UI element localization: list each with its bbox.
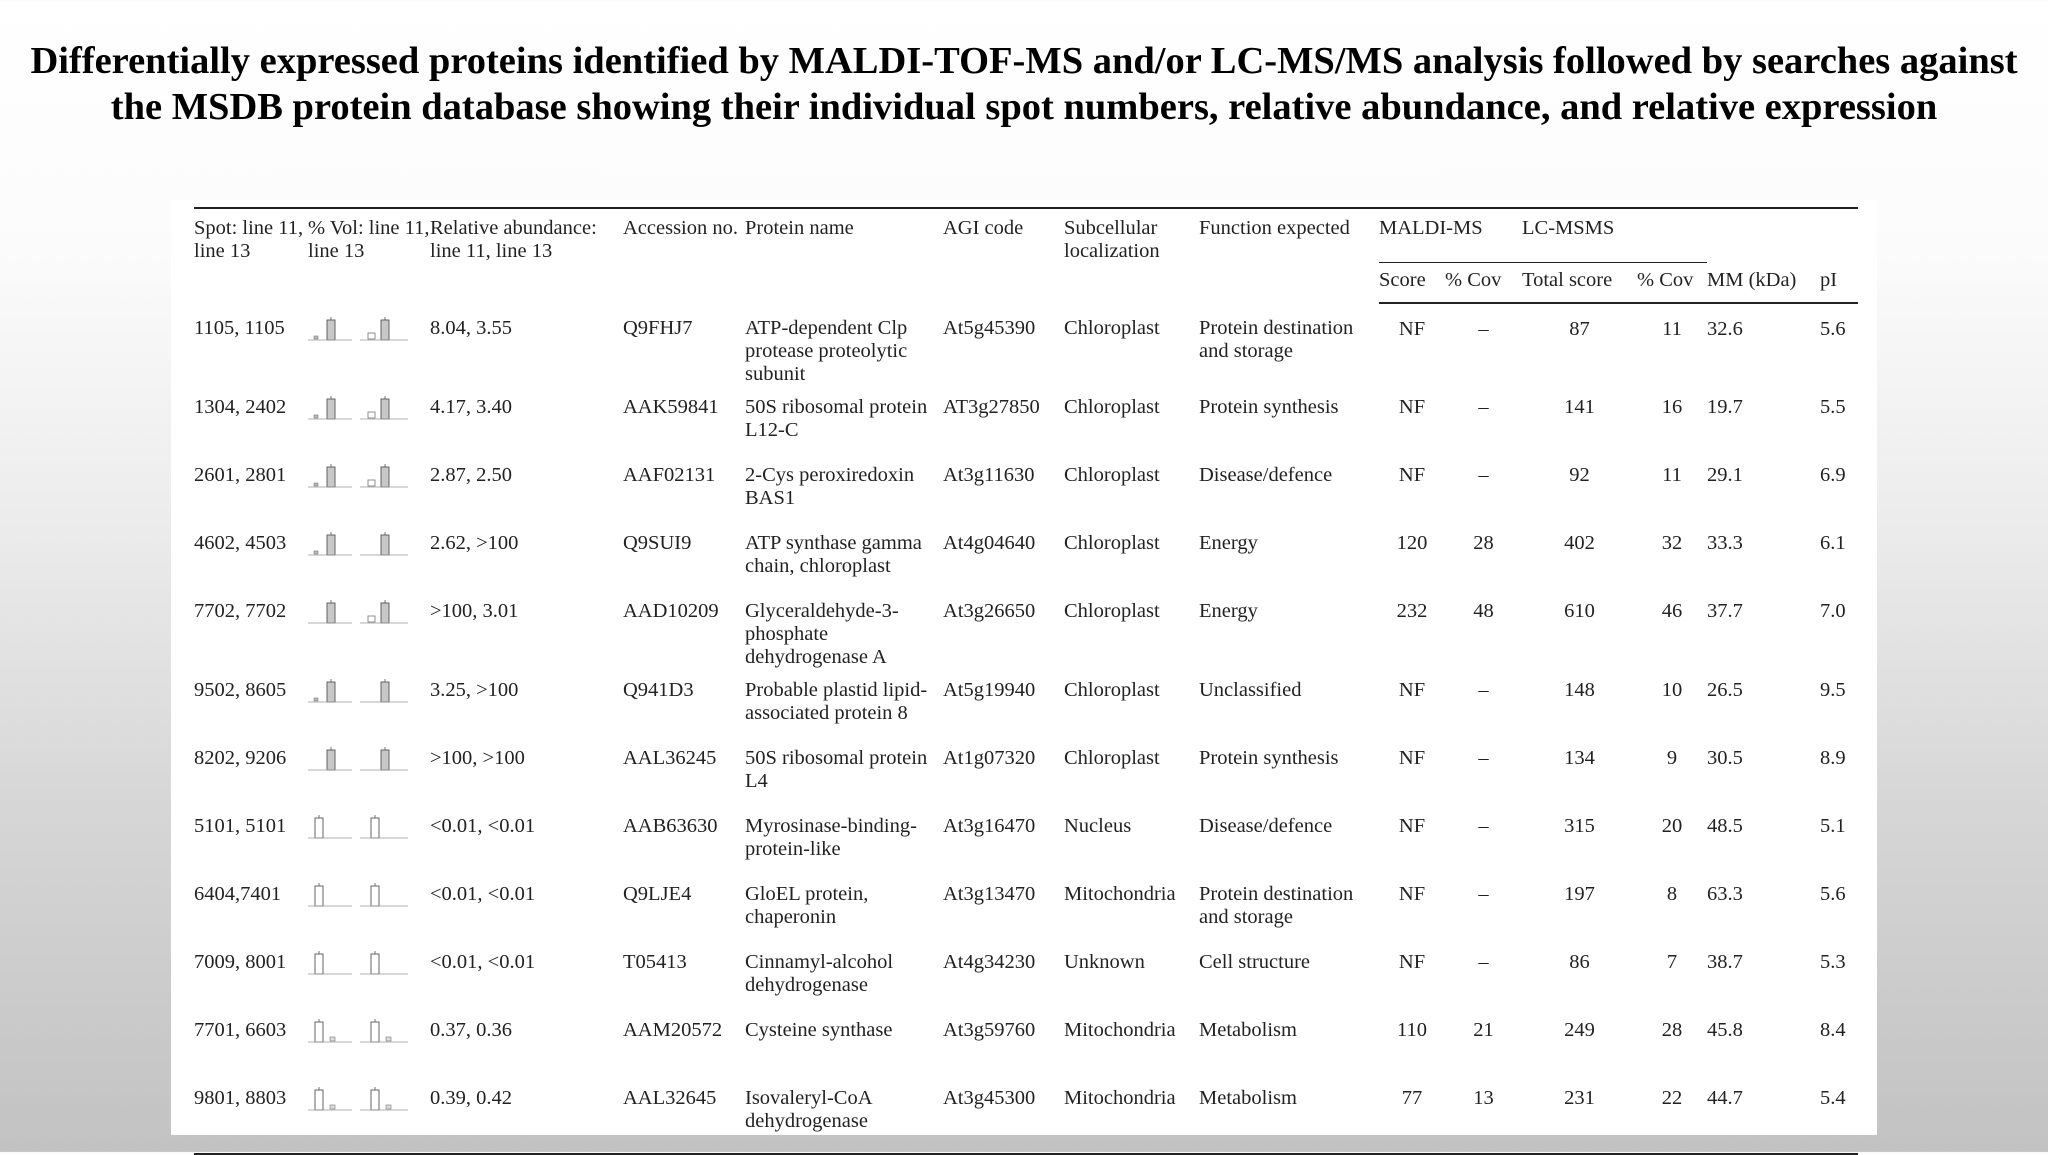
cell-protein-name: ATP-dependent Clp protease proteolytic subunit <box>745 317 908 385</box>
cell-agi-code: AT3g27850 <box>943 396 1040 418</box>
cell-vol-bars <box>308 1009 430 1077</box>
cell-localization: Nucleus <box>1064 815 1132 837</box>
cell-maldi-cov: 21 <box>1473 1019 1494 1041</box>
cell-spot: 5101, 5101 <box>194 815 287 837</box>
header-mm: MM (kDa) <box>1707 263 1820 304</box>
cell-localization: Chloroplast <box>1064 747 1160 769</box>
cell-agi-code: At3g11630 <box>943 464 1035 486</box>
header-protein: Protein name <box>745 208 943 303</box>
cell-maldi-cov: – <box>1478 396 1489 418</box>
cell-lcmsms-cov: 11 <box>1662 318 1682 340</box>
cell-function: Protein destination and storage <box>1199 317 1354 362</box>
cell-agi-code: At1g07320 <box>943 747 1036 769</box>
cell-total-score: 197 <box>1564 883 1595 905</box>
cell-localization: Chloroplast <box>1064 600 1160 622</box>
header-vol: % Vol: line 11, line 13 <box>308 208 430 303</box>
table-row <box>194 522 1858 590</box>
cell-abundance: <0.01, <0.01 <box>430 883 536 905</box>
cell-lcmsms-cov: 16 <box>1661 396 1683 418</box>
header-maldi: MALDI-MS <box>1379 208 1522 263</box>
cell-mm: 37.7 <box>1707 600 1743 622</box>
cell-localization: Chloroplast <box>1064 679 1160 701</box>
cell-pi: 5.3 <box>1820 951 1846 973</box>
header-localization: Subcellular localization <box>1064 208 1199 303</box>
cell-maldi-score: 232 <box>1396 600 1428 622</box>
relative-volume-bar-icon <box>308 464 412 490</box>
cell-vol-bars <box>308 454 430 522</box>
cell-maldi-score: NF <box>1398 815 1426 837</box>
cell-localization: Mitochondria <box>1064 1077 1199 1154</box>
cell-lcmsms-cov: 7 <box>1666 951 1678 973</box>
cell-spot: 6404,7401 <box>194 883 282 905</box>
table-row <box>194 669 1858 737</box>
cell-abundance: 2.62, >100 <box>430 532 519 554</box>
relative-volume-bar-icon <box>308 951 412 977</box>
table-row <box>194 1077 1858 1154</box>
cell-maldi-cov: – <box>1478 747 1489 769</box>
header-lcmsms: LC-MSMS <box>1522 208 1707 263</box>
cell-protein-name: 2-Cys peroxiredoxin BAS1 <box>745 464 915 509</box>
cell-lcmsms-cov: 32 <box>1661 532 1683 554</box>
cell-lcmsms-cov: 46 <box>1661 600 1683 622</box>
cell-agi-code: At5g45390 <box>943 317 1036 339</box>
cell-abundance: 0.37, 0.36 <box>430 1019 512 1041</box>
cell-total-score: 249 <box>1564 1019 1595 1041</box>
cell-protein-name: Isovaleryl-CoA dehydrogenase <box>745 1077 943 1154</box>
cell-localization: Mitochondria <box>1064 1019 1176 1041</box>
cell-spot: 1105, 1105 <box>194 317 285 339</box>
cell-maldi-score: NF <box>1398 951 1426 973</box>
cell-mm: 44.7 <box>1707 1077 1820 1154</box>
cell-spot: 4602, 4503 <box>194 532 287 554</box>
cell-accession: AAK59841 <box>623 396 719 418</box>
cell-mm: 29.1 <box>1707 464 1743 486</box>
cell-lcmsms-cov: 10 <box>1661 679 1683 701</box>
cell-agi-code: At3g13470 <box>943 883 1036 905</box>
cell-maldi-score: NF <box>1398 396 1426 418</box>
cell-protein-name: ATP synthase gamma chain, chloroplast <box>745 532 922 577</box>
cell-lcmsms-cov: 8 <box>1666 883 1678 905</box>
cell-vol-bars <box>308 737 430 805</box>
cell-accession: AAM20572 <box>623 1019 723 1041</box>
cell-maldi-score: NF <box>1398 679 1426 701</box>
cell-accession: Q9FHJ7 <box>623 317 693 339</box>
cell-lcmsms-cov: 9 <box>1666 747 1678 769</box>
cell-mm: 33.3 <box>1707 532 1743 554</box>
cell-mm: 38.7 <box>1707 951 1743 973</box>
cell-pi: 8.9 <box>1820 747 1846 769</box>
cell-pi: 5.6 <box>1820 318 1846 340</box>
cell-maldi-cov: – <box>1478 883 1489 905</box>
cell-spot: 7701, 6603 <box>194 1019 287 1041</box>
table-row <box>194 303 1858 386</box>
cell-pi: 5.4 <box>1820 1077 1858 1154</box>
relative-volume-bar-icon <box>308 396 412 422</box>
header-agi: AGI code <box>943 208 1064 303</box>
cell-spot: 7702, 7702 <box>194 600 287 622</box>
cell-accession: Q9LJE4 <box>623 883 692 905</box>
cell-maldi-score: 77 <box>1379 1077 1445 1154</box>
header-cov: % Cov <box>1445 263 1522 304</box>
header-accession: Accession no. <box>623 208 745 303</box>
cell-pi: 7.0 <box>1820 600 1846 622</box>
cell-vol-bars <box>308 590 430 669</box>
cell-maldi-cov: 28 <box>1473 532 1494 554</box>
header-score: Score <box>1379 263 1445 304</box>
cell-localization: Unknown <box>1064 951 1145 973</box>
relative-volume-bar-icon <box>308 679 412 705</box>
cell-abundance: >100, 3.01 <box>430 600 519 622</box>
cell-spot: 9801, 8803 <box>194 1077 308 1154</box>
cell-function: Disease/defence <box>1199 464 1333 486</box>
header-pi: pI <box>1820 263 1858 304</box>
cell-protein-name: Glyceraldehyde-3-phosphate dehydrogenase A <box>745 600 899 668</box>
cell-pi: 6.9 <box>1820 464 1846 486</box>
table-row <box>194 873 1858 941</box>
cell-mm: 32.6 <box>1707 318 1743 340</box>
cell-function: Protein synthesis <box>1199 396 1339 418</box>
cell-mm: 45.8 <box>1707 1019 1743 1041</box>
cell-maldi-cov: – <box>1478 951 1489 973</box>
cell-localization: Chloroplast <box>1064 464 1160 486</box>
cell-vol-bars <box>308 873 430 941</box>
cell-pi: 8.4 <box>1820 1019 1846 1041</box>
relative-volume-bar-icon <box>308 1019 412 1045</box>
cell-accession: AAF02131 <box>623 464 716 486</box>
relative-volume-bar-icon <box>308 747 412 773</box>
table-panel <box>171 200 1877 1135</box>
cell-abundance: 0.39, 0.42 <box>430 1077 623 1154</box>
cell-protein-name: Cysteine synthase <box>745 1019 893 1041</box>
cell-lcmsms-cov: 11 <box>1662 464 1682 486</box>
cell-pi: 5.5 <box>1820 396 1846 418</box>
cell-total-score: 141 <box>1564 396 1595 418</box>
cell-maldi-cov: 48 <box>1473 600 1494 622</box>
cell-function: Unclassified <box>1199 679 1302 701</box>
cell-protein-name: Cinnamyl-alcohol dehydrogenase <box>745 951 894 996</box>
table-body <box>194 303 1858 1154</box>
cell-total-score: 402 <box>1564 532 1595 554</box>
cell-maldi-cov: 13 <box>1445 1077 1522 1154</box>
cell-vol-bars <box>308 669 430 737</box>
cell-spot: 2601, 2801 <box>194 464 287 486</box>
table-row <box>194 805 1858 873</box>
cell-total-score: 610 <box>1564 600 1595 622</box>
cell-agi-code: At4g34230 <box>943 951 1036 973</box>
cell-spot: 9502, 8605 <box>194 679 287 701</box>
cell-pi: 9.5 <box>1820 679 1846 701</box>
table-row <box>194 454 1858 522</box>
cell-pi: 5.6 <box>1820 883 1846 905</box>
header-abundance: Relative abundance: line 11, line 13 <box>430 208 623 303</box>
cell-localization: Chloroplast <box>1064 317 1160 339</box>
cell-maldi-score: NF <box>1398 883 1426 905</box>
cell-abundance: 3.25, >100 <box>430 679 519 701</box>
cell-mm: 63.3 <box>1707 883 1743 905</box>
cell-abundance: 2.87, 2.50 <box>430 464 512 486</box>
cell-agi-code: At3g45300 <box>943 1077 1064 1154</box>
cell-function: Energy <box>1199 600 1258 622</box>
cell-protein-name: GloEL protein, chaperonin <box>745 883 869 928</box>
cell-mm: 48.5 <box>1707 815 1743 837</box>
cell-total-score: 231 <box>1522 1077 1637 1154</box>
cell-localization: Mitochondria <box>1064 883 1176 905</box>
table-row <box>194 941 1858 1009</box>
cell-function: Metabolism <box>1199 1019 1297 1041</box>
cell-vol-bars <box>308 1077 430 1154</box>
cell-maldi-score: NF <box>1398 747 1426 769</box>
cell-function: Protein synthesis <box>1199 747 1339 769</box>
cell-agi-code: At3g16470 <box>943 815 1036 837</box>
cell-accession: Q9SUI9 <box>623 532 692 554</box>
cell-agi-code: At3g26650 <box>943 600 1036 622</box>
cell-vol-bars <box>308 941 430 1009</box>
table-row <box>194 590 1858 669</box>
cell-localization: Chloroplast <box>1064 396 1160 418</box>
relative-volume-bar-icon <box>308 1087 412 1113</box>
cell-function: Disease/defence <box>1199 815 1333 837</box>
cell-maldi-cov: – <box>1478 464 1489 486</box>
cell-spot: 1304, 2402 <box>194 396 287 418</box>
relative-volume-bar-icon <box>308 600 412 626</box>
cell-spot: 7009, 8001 <box>194 951 287 973</box>
cell-agi-code: At4g04640 <box>943 532 1036 554</box>
cell-total-score: 148 <box>1564 679 1595 701</box>
protein-table <box>194 207 1858 1155</box>
header-function: Function expected <box>1199 208 1379 303</box>
cell-total-score: 134 <box>1564 747 1595 769</box>
cell-maldi-cov: – <box>1478 318 1489 340</box>
cell-maldi-cov: – <box>1478 679 1489 701</box>
cell-function: Cell structure <box>1199 951 1311 973</box>
cell-function: Energy <box>1199 532 1258 554</box>
cell-protein-name: 50S ribosomal protein L12-C <box>745 396 928 441</box>
relative-volume-bar-icon <box>308 317 412 343</box>
cell-lcmsms-cov: 22 <box>1637 1077 1707 1154</box>
relative-volume-bar-icon <box>308 815 412 841</box>
cell-mm: 30.5 <box>1707 747 1743 769</box>
cell-function: Metabolism <box>1199 1077 1379 1154</box>
cell-abundance: <0.01, <0.01 <box>430 815 536 837</box>
header-total-score: Total score <box>1522 263 1637 304</box>
header-cov2: % Cov <box>1637 263 1707 304</box>
cell-total-score: 87 <box>1569 318 1590 340</box>
cell-total-score: 86 <box>1569 951 1590 973</box>
cell-accession: AAL36245 <box>623 747 717 769</box>
cell-accession: AAL32645 <box>623 1077 745 1154</box>
cell-accession: AAB63630 <box>623 815 718 837</box>
cell-protein-name: 50S ribosomal protein L4 <box>745 747 928 792</box>
cell-maldi-score: 120 <box>1396 532 1428 554</box>
cell-mm: 19.7 <box>1707 396 1743 418</box>
cell-spot: 8202, 9206 <box>194 747 287 769</box>
cell-total-score: 315 <box>1564 815 1595 837</box>
cell-vol-bars <box>308 805 430 873</box>
cell-vol-bars <box>308 522 430 590</box>
cell-agi-code: At5g19940 <box>943 679 1036 701</box>
cell-localization: Chloroplast <box>1064 532 1160 554</box>
cell-abundance: <0.01, <0.01 <box>430 951 536 973</box>
cell-accession: T05413 <box>623 951 687 973</box>
cell-accession: Q941D3 <box>623 679 694 701</box>
cell-protein-name: Myrosinase-binding-protein-like <box>745 815 917 860</box>
cell-maldi-score: NF <box>1398 318 1426 340</box>
header-spot: Spot: line 11, line 13 <box>194 208 308 303</box>
cell-mm: 26.5 <box>1707 679 1743 701</box>
cell-vol-bars <box>308 303 430 386</box>
cell-abundance: >100, >100 <box>430 747 525 769</box>
page-title: Differentially expressed proteins identified by MALDI-TOF-MS and/or LC-MS/MS analysis followed by searches against the MSDB protein database showing their individual spot numbers, relative abundance, and relative expression <box>30 40 2018 128</box>
cell-function: Protein destination and storage <box>1199 883 1354 928</box>
cell-lcmsms-cov: 20 <box>1661 815 1683 837</box>
cell-maldi-score: 110 <box>1397 1019 1427 1041</box>
cell-pi: 5.1 <box>1820 815 1846 837</box>
relative-volume-bar-icon <box>308 883 412 909</box>
cell-vol-bars <box>308 386 430 454</box>
cell-protein-name: Probable plastid lipid-associated protein 8 <box>745 679 928 724</box>
cell-lcmsms-cov: 28 <box>1661 1019 1683 1041</box>
cell-accession: AAD10209 <box>623 600 719 622</box>
table-row <box>194 737 1858 805</box>
table-row <box>194 1009 1858 1077</box>
cell-maldi-cov: – <box>1478 815 1489 837</box>
cell-total-score: 92 <box>1569 464 1590 486</box>
relative-volume-bar-icon <box>308 532 412 558</box>
cell-maldi-score: NF <box>1398 464 1426 486</box>
cell-agi-code: At3g59760 <box>943 1019 1036 1041</box>
cell-abundance: 4.17, 3.40 <box>430 396 512 418</box>
cell-pi: 6.1 <box>1820 532 1846 554</box>
cell-abundance: 8.04, 3.55 <box>430 317 512 339</box>
table-row <box>194 386 1858 454</box>
